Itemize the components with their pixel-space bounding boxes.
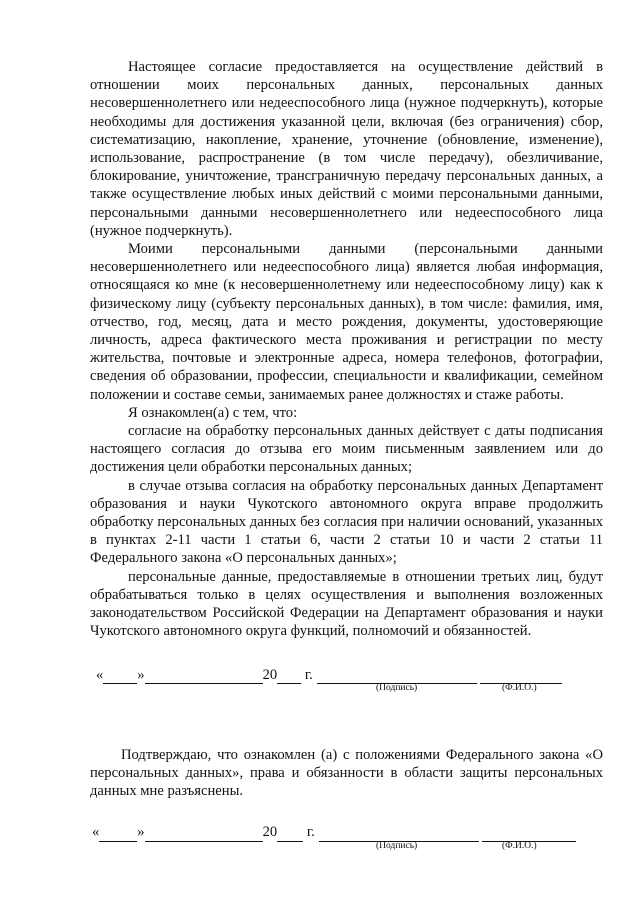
year-suffix: г. — [304, 666, 313, 683]
signature-captions-confirmation — [90, 842, 603, 854]
consent-paragraph-duration: согласие на обработку персональных данных действует с даты подписания настоящего согласия до отзыва его моим письменным заявлением или до достижения цели обработки персональных данных; — [90, 423, 603, 476]
quote-open: « — [96, 666, 104, 683]
year-field[interactable] — [277, 826, 303, 842]
consent-paragraph-acknowledge: Я ознакомлен(а) с тем, что: — [128, 404, 298, 421]
signature-captions-consent — [90, 684, 603, 696]
year-prefix: 20 — [262, 666, 278, 683]
year-field[interactable] — [277, 668, 301, 684]
year-prefix: 20 — [262, 824, 278, 841]
consent-paragraph-scope: Настоящее согласие предоставляется на осуществление действий в отношении моих персональных данных, персональных данных несовершеннолетнего или недееспособного лица (нужное подчеркнуть), которые необходимы для достижения указанной цели, включая (без ограничения) сбор, систематизацию, накопление, хранение, уточнение (обновление, изменение), использование, распространение (в том числе передачу), обезличивание, блокирование, уничтожение, трансграничную передачу персональных данных, а также осуществление любых иных действий с моими персональными данными, персональными данными несовершеннолетнего или недееспособного лица (нужное подчеркнуть). — [90, 59, 603, 239]
quote-close: » — [137, 666, 145, 683]
day-field[interactable] — [99, 826, 137, 842]
quote-open: « — [92, 824, 100, 841]
full-name-caption: (Ф.И.О.) — [502, 682, 537, 693]
signature-caption: (Подпись) — [376, 682, 418, 693]
consent-paragraph-revocation: в случае отзыва согласия на обработку персональных данных Департамент образования и науки Чукотского автономного округа вправе продолжить обработку персональных данных без согласия при наличии оснований, указанных в пунктах 2-11 части 1 статьи 6, части 2 статьи 10 и части 2 статьи 11 Федерального закона «О персональных данных»; — [90, 477, 603, 567]
month-field[interactable] — [145, 826, 263, 842]
year-suffix: г. — [306, 824, 315, 841]
quote-close: » — [137, 824, 145, 841]
full-name-caption: (Ф.И.О.) — [502, 840, 537, 851]
consent-paragraph-third-parties: персональные данные, предоставляемые в отношении третьих лиц, будут обрабатываться только в целях осуществления и выполнения возложенных законодательством Российской Федерации на Департамент образования и науки Чукотского автономного округа функций, полномочий и обязанностей. — [90, 568, 603, 640]
consent-document — [90, 58, 603, 854]
day-field[interactable] — [103, 668, 137, 684]
confirmation-paragraph: Подтверждаю, что ознакомлен (а) с положениями Федерального закона «О персональных данных», права и обязанности в области защиты персональных данных мне разъяснены. — [90, 746, 603, 800]
month-field[interactable] — [145, 668, 263, 684]
consent-paragraph-definition: Моими персональными данными (персональными данными несовершеннолетнего или недееспособного лица) является любая информация, относящаяся ко мне (к несовершеннолетнему или недееспособному лицу) как к физическому лицу (субъекту персональных данных), в том числе: фамилия, имя, отчество, год, месяц, дата и место рождения, документы, удостоверяющие личность, адреса фактического места проживания и регистрации по месту жительства, почтовые и электронные адреса, номера телефонов, фотографии, сведения об образовании, профессии, специальности и квалификации, семейном положении и составе семьи, занимаемых ранее должностях и стаже работы. — [90, 241, 603, 403]
signature-caption: (Подпись) — [376, 840, 418, 851]
